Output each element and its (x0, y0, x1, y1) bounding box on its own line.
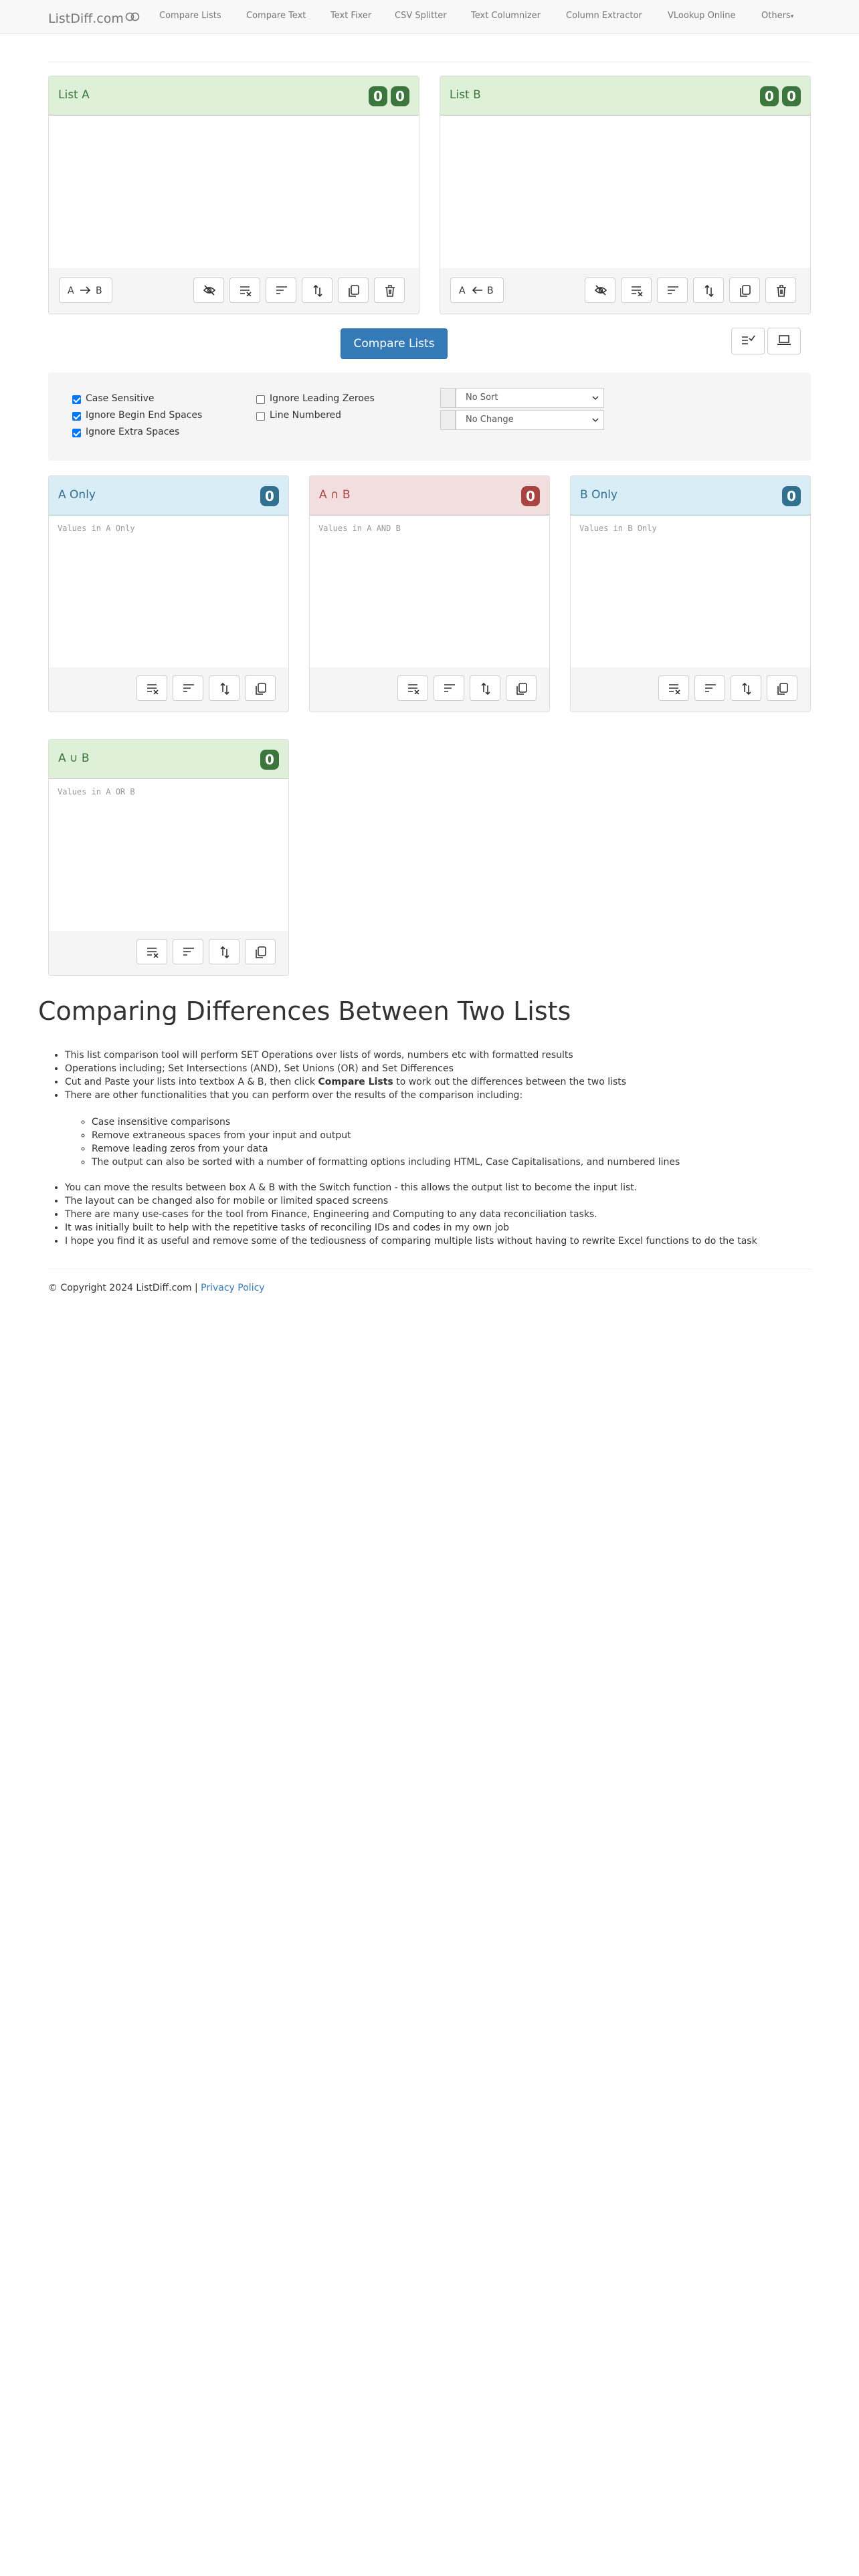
case-change-addon (440, 410, 456, 430)
a-only-header (49, 476, 288, 515)
list-a-title: List A (58, 88, 90, 102)
swap-vertical-icon (218, 946, 231, 959)
article-bullet: • Operations including; Set Intersections (AND), Set Unions (OR) and Set Differences (65, 1063, 454, 1074)
copy-icon (515, 682, 529, 695)
swap-label-b: B (96, 286, 102, 296)
case-sensitive-label: Case Sensitive (86, 393, 155, 404)
list-b-header (440, 76, 810, 115)
a-only-clear-format-button[interactable] (136, 675, 167, 701)
article-bullet-compare (65, 1077, 626, 1087)
sort-addon (440, 388, 456, 408)
a-and-b-header (310, 476, 549, 515)
list-b-line-count-badge: 0 (760, 86, 779, 106)
list-b-delete-button[interactable] (765, 278, 796, 303)
a-or-b-title: A ∪ B (58, 752, 90, 765)
sort-icon (182, 682, 195, 694)
b-only-reverse-button[interactable] (731, 675, 761, 701)
a-only-reverse-button[interactable] (209, 675, 240, 701)
b-only-header (571, 476, 810, 515)
clear-formatting-icon (146, 682, 159, 694)
copy-icon (776, 682, 789, 695)
a-and-b-reverse-button[interactable] (470, 675, 500, 701)
ignore-begin-end-spaces-label: Ignore Begin End Spaces (86, 410, 203, 421)
list-a-panel (48, 76, 419, 314)
options-toggle-button[interactable] (731, 328, 765, 354)
options-panel (48, 372, 811, 461)
list-a-delete-button[interactable] (374, 278, 405, 303)
list-b-textarea[interactable] (440, 115, 810, 269)
list-a-reverse-button[interactable] (302, 278, 332, 303)
b-only-copy-button[interactable] (767, 675, 797, 701)
laptop-icon (777, 334, 791, 346)
a-or-b-placeholder: Values in A OR B (58, 787, 135, 796)
a-and-b-toolbar (310, 667, 549, 712)
article-heading: Comparing Differences Between Two Lists (38, 996, 571, 1026)
clear-formatting-icon (668, 682, 681, 694)
list-b-unique-count-badge: 0 (782, 86, 801, 106)
list-b-title: List B (450, 88, 481, 102)
case-change-select[interactable] (456, 410, 604, 430)
caret-down-icon: ▾ (790, 13, 794, 20)
nav-others-dropdown[interactable] (761, 11, 793, 21)
list-b-panel (440, 76, 811, 314)
bullet-text: Cut and Paste your lists into textbox A & B, then click (65, 1077, 318, 1087)
b-only-clear-format-button[interactable] (658, 675, 689, 701)
a-or-b-textarea[interactable] (49, 778, 288, 932)
article-bullet: • There are other functionalities that you can perform over the results of the comparison including: (65, 1090, 522, 1101)
line-numbered-label: Line Numbered (270, 410, 342, 421)
nav-compare-text[interactable]: Compare Text (246, 11, 306, 21)
navbar (0, 0, 859, 34)
copy-icon (739, 284, 752, 298)
article-bullet: • It was initially built to help with the repetitive tasks of reconciling IDs and codes in my own job (65, 1222, 509, 1233)
a-and-b-count-badge: 0 (521, 486, 540, 506)
a-only-toolbar (49, 667, 288, 712)
copy-icon (254, 946, 268, 959)
clear-formatting-icon (146, 946, 159, 958)
b-only-sort-button[interactable] (694, 675, 725, 701)
b-only-placeholder: Values in B Only (579, 524, 657, 533)
compare-lists-button[interactable]: Compare Lists (341, 328, 448, 359)
list-a-unique-count-badge: 0 (391, 86, 409, 106)
bullet-text-tail: to work out the differences between the two lists (393, 1077, 627, 1087)
a-and-b-panel (309, 475, 550, 712)
article-bullet: • You can move the results between box A & B with the Switch function - this allows the output list to become the input list. (65, 1182, 637, 1193)
list-b-copy-button[interactable] (729, 278, 760, 303)
swap-label-a: A (459, 286, 466, 296)
swap-vertical-icon (218, 682, 231, 695)
nav-text-columnizer[interactable]: Text Columnizer (471, 11, 541, 21)
a-only-sort-button[interactable] (173, 675, 203, 701)
list-a-copy-button[interactable] (338, 278, 369, 303)
swap-vertical-icon (740, 682, 753, 695)
layout-toggle-button[interactable] (767, 328, 801, 354)
sort-icon (275, 284, 288, 296)
bullet-bold: Compare Lists (318, 1077, 393, 1087)
article-sub-bullet: ◦ Case insensitive comparisons (92, 1117, 230, 1128)
article-sub-bullet: ◦ The output can also be sorted with a number of formatting options including HTML, Case Capitalisations, and numbered lines (92, 1157, 680, 1168)
b-only-count-badge: 0 (782, 486, 801, 506)
swap-vertical-icon (479, 682, 492, 695)
sort-icon (182, 946, 195, 958)
a-or-b-panel (48, 739, 289, 976)
a-or-b-copy-button[interactable] (245, 939, 276, 964)
a-only-placeholder: Values in A Only (58, 524, 135, 533)
ignore-extra-spaces-checkbox[interactable] (72, 429, 81, 437)
chevron-down-icon (592, 418, 599, 423)
swap-b-to-a-button[interactable] (450, 278, 504, 303)
footer (48, 1283, 265, 1293)
trash-icon (775, 284, 788, 298)
eye-off-icon (594, 284, 607, 296)
b-only-title: B Only (580, 488, 618, 502)
list-a-line-count-badge: 0 (369, 86, 387, 106)
a-and-b-placeholder: Values in A AND B (318, 524, 401, 533)
article-bullet: • The layout can be changed also for mobile or limited spaced screens (65, 1196, 388, 1206)
ignore-leading-zeroes-checkbox[interactable] (256, 395, 265, 404)
privacy-policy-link[interactable]: Privacy Policy (201, 1283, 265, 1293)
clear-formatting-icon (239, 284, 252, 296)
article-bullet: • There are many use-cases for the tool from Finance, Engineering and Computing to any data reconciliation tasks. (65, 1209, 597, 1220)
list-a-toolbar (49, 268, 419, 314)
nav-csv-splitter[interactable]: CSV Splitter (395, 11, 447, 21)
a-and-b-sort-button[interactable] (434, 675, 464, 701)
list-b-clear-format-button[interactable] (621, 278, 652, 303)
article-bullet: • I hope you find it as useful and remove some of the tediousness of comparing multiple lists without having to rewrite Excel functions to do the task (65, 1236, 757, 1247)
chevron-down-icon (592, 396, 599, 401)
arrow-left-icon (471, 284, 483, 294)
a-only-textarea[interactable] (49, 515, 288, 669)
copyright-text: © Copyright 2024 ListDiff.com | (48, 1283, 198, 1293)
ignore-extra-spaces-label: Ignore Extra Spaces (86, 427, 180, 437)
nav-others-label: Others (761, 11, 791, 21)
clear-formatting-icon (630, 284, 644, 296)
nav-text-fixer[interactable]: Text Fixer (330, 11, 372, 21)
swap-a-to-b-button[interactable] (59, 278, 112, 303)
swap-vertical-icon (702, 284, 716, 298)
clear-formatting-icon (407, 682, 420, 694)
a-or-b-header (49, 740, 288, 778)
swap-vertical-icon (311, 284, 324, 298)
a-and-b-textarea[interactable] (310, 515, 549, 669)
ignore-begin-end-spaces-checkbox[interactable] (72, 412, 81, 421)
list-a-hide-button[interactable] (193, 278, 224, 303)
nav-vlookup-online[interactable]: VLookup Online (668, 11, 736, 21)
list-a-header (49, 76, 419, 115)
brand-logo[interactable]: ListDiff.com (48, 11, 124, 26)
nav-column-extractor[interactable]: Column Extractor (566, 11, 642, 21)
list-b-hide-button[interactable] (585, 278, 615, 303)
a-and-b-title: A ∩ B (319, 488, 351, 502)
a-and-b-clear-format-button[interactable] (397, 675, 428, 701)
swap-label-b: B (487, 286, 494, 296)
ignore-leading-zeroes-label: Ignore Leading Zeroes (270, 393, 375, 404)
a-only-title: A Only (58, 488, 96, 502)
a-or-b-count-badge: 0 (260, 750, 279, 770)
a-only-count-badge: 0 (260, 486, 279, 506)
sort-icon (443, 682, 456, 694)
copy-icon (347, 284, 361, 298)
case-change-select-value: No Change (466, 415, 514, 425)
arrow-right-icon (80, 284, 92, 294)
venn-icon (124, 12, 140, 21)
a-only-copy-button[interactable] (245, 675, 276, 701)
a-or-b-sort-button[interactable] (173, 939, 203, 964)
a-or-b-clear-format-button[interactable] (136, 939, 167, 964)
article-sub-bullet: ◦ Remove extraneous spaces from your input and output (92, 1130, 351, 1141)
list-a-textarea[interactable] (49, 115, 419, 269)
line-numbered-checkbox[interactable] (256, 412, 265, 421)
list-b-toolbar (440, 268, 810, 314)
a-or-b-toolbar (49, 931, 288, 975)
nav-compare-lists[interactable]: Compare Lists (159, 11, 221, 21)
sort-select[interactable] (456, 388, 604, 408)
case-sensitive-checkbox[interactable] (72, 395, 81, 404)
eye-off-icon (203, 284, 216, 296)
list-b-sort-button[interactable] (657, 278, 688, 303)
a-or-b-reverse-button[interactable] (209, 939, 240, 964)
list-a-sort-button[interactable] (266, 278, 296, 303)
swap-label-a: A (68, 286, 74, 296)
checklist-icon (741, 334, 755, 346)
list-b-reverse-button[interactable] (693, 278, 724, 303)
sort-select-value: No Sort (466, 393, 498, 403)
a-only-panel (48, 475, 289, 712)
article-sub-bullet: ◦ Remove leading zeros from your data (92, 1144, 268, 1154)
b-only-toolbar (571, 667, 810, 712)
b-only-textarea[interactable] (571, 515, 810, 669)
list-a-clear-format-button[interactable] (229, 278, 260, 303)
a-and-b-copy-button[interactable] (506, 675, 537, 701)
trash-icon (383, 284, 397, 298)
sort-icon (704, 682, 717, 694)
article-bullet: • This list comparison tool will perform SET Operations over lists of words, numbers etc with formatted results (65, 1050, 573, 1061)
sort-icon (666, 284, 680, 296)
copy-icon (254, 682, 268, 695)
b-only-panel (570, 475, 811, 712)
